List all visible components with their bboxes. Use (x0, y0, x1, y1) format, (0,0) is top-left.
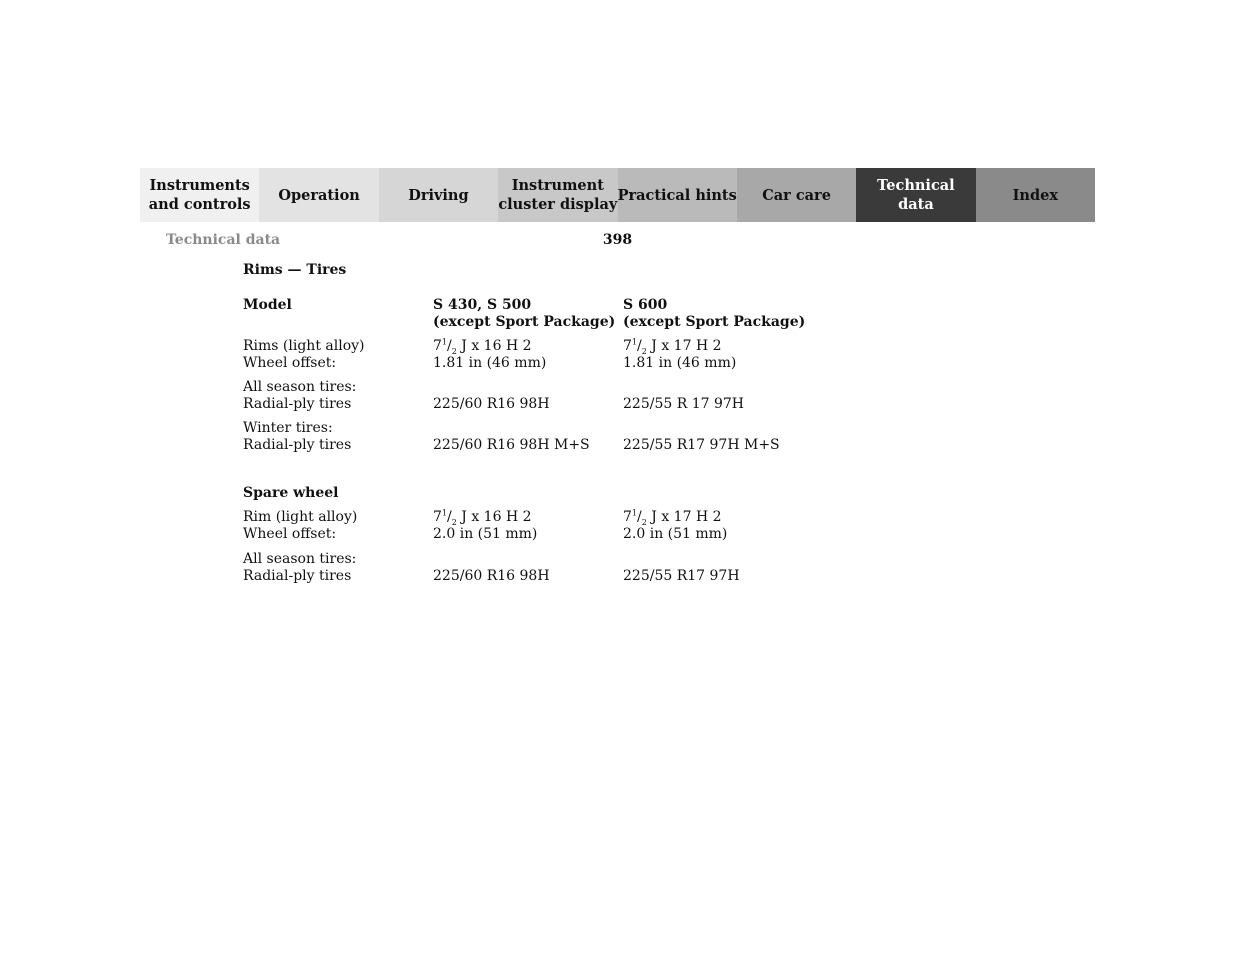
wheel-offset: 2.0 in (51 mm) (433, 526, 538, 542)
row-col2: 225/55 R17 97H (623, 568, 740, 584)
row-col1: 225/60 R16 98H M+S (433, 437, 590, 453)
table-row (243, 551, 1023, 585)
tab-index[interactable]: Index (976, 168, 1095, 222)
model-col2-header: S 600 (except Sport Package) (623, 297, 806, 330)
row-label: All season tires: Radial-ply tires (243, 379, 357, 412)
tab-operation[interactable]: Operation (259, 168, 378, 222)
table-row (243, 509, 1023, 543)
page-number: 398 (602, 232, 633, 248)
row-label: Winter tires: Radial-ply tires (243, 420, 352, 453)
tab-instrument-cluster-display[interactable]: Instrument cluster display (498, 168, 617, 222)
tab-car-care[interactable]: Car care (737, 168, 856, 222)
table-row (243, 338, 1023, 372)
table-header-row (243, 297, 1023, 331)
wheel-offset: 1.81 in (46 mm) (433, 355, 547, 371)
model-col1-header: S 430, S 500 (except Sport Package) (433, 297, 616, 330)
wheel-offset: 1.81 in (46 mm) (623, 355, 737, 371)
spare-wheel-heading: Spare wheel (243, 485, 339, 501)
rims-tires-content (243, 262, 1023, 585)
row-col2: 225/55 R17 97H M+S (623, 437, 780, 453)
tab-instruments-and-controls[interactable]: Instruments and controls (140, 168, 259, 222)
row-col1 (433, 338, 623, 372)
tab-driving[interactable]: Driving (379, 168, 498, 222)
section-nav-tabs (140, 168, 1095, 222)
row-col2 (623, 338, 923, 372)
table-row (243, 420, 1023, 454)
row-col2 (623, 509, 923, 543)
rim-size: $7^1/_2$ J x 17 H 2 (623, 508, 722, 527)
row-col2: 225/55 R 17 97H (623, 396, 744, 412)
row-col1: 225/60 R16 98H (433, 568, 550, 584)
row-col1 (433, 509, 623, 543)
model-label: Model (243, 297, 292, 313)
wheel-offset: 2.0 in (51 mm) (623, 526, 728, 542)
section-label: Technical data (166, 232, 281, 248)
page-title: Rims — Tires (243, 262, 347, 278)
row-label: All season tires: Radial-ply tires (243, 551, 357, 584)
row-label: Rims (light alloy) Wheel offset: (243, 338, 365, 371)
tab-practical-hints[interactable]: Practical hints (618, 168, 737, 222)
rim-size: $7^1/_2$ J x 16 H 2 (433, 508, 532, 527)
table-row (243, 379, 1023, 413)
tab-technical-data[interactable]: Technical data (856, 168, 975, 222)
rim-size: $7^1/_2$ J x 16 H 2 (433, 337, 532, 356)
row-label: Rim (light alloy) Wheel offset: (243, 509, 358, 542)
rim-size: $7^1/_2$ J x 17 H 2 (623, 337, 722, 356)
row-col1: 225/60 R16 98H (433, 396, 550, 412)
